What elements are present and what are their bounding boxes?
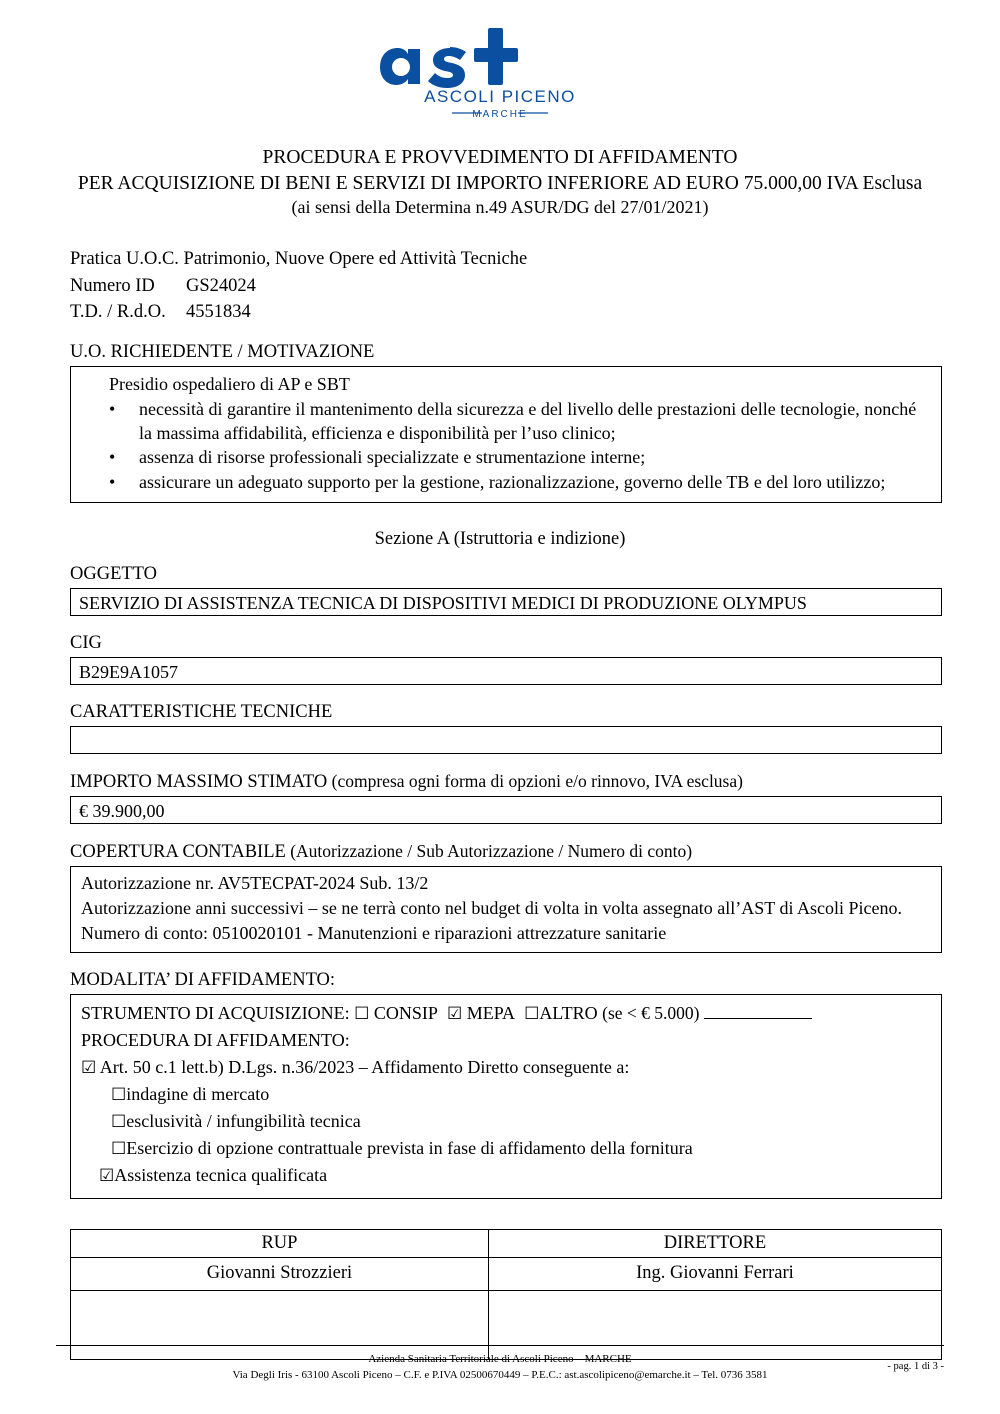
table-row xyxy=(71,1257,942,1290)
cig-value: B29E9A1057 xyxy=(70,657,942,685)
copertura-line-2: Autorizzazione anni successivi – se ne terrà conto nel budget di volta in volta assegnato all’AST di Ascoli Piceno. xyxy=(81,898,902,919)
cig-heading: CIG xyxy=(70,633,102,654)
practice-block xyxy=(56,246,944,325)
copertura-line-1: Autorizzazione nr. AV5TECPAT-2024 Sub. 13/2 xyxy=(81,873,429,894)
list-item: • assicurare un adeguato supporto per la gestione, razionalizzazione, governo delle TB e del loro utilizzo; xyxy=(81,471,931,495)
procedura-sub-row xyxy=(81,1135,931,1162)
ast-logo-icon xyxy=(380,26,620,118)
footer-line-1: Azienda Sanitaria Territoriale di Ascoli Piceno – MARCHE xyxy=(368,1353,632,1366)
footer-divider xyxy=(56,1345,944,1346)
motivazione-first-line: Presidio ospedaliero di AP e SBT xyxy=(109,374,350,395)
checkbox-indagine-mercato[interactable]: ☐ xyxy=(111,1084,127,1104)
title-line-1: PROCEDURA E PROVVEDIMENTO DI AFFIDAMENTO xyxy=(262,147,738,168)
footer-page-number: - pag. 1 di 3 - xyxy=(887,1361,944,1372)
importo-heading-note: (compresa ogni forma di opzioni e/o rinnovo, IVA esclusa) xyxy=(327,771,743,792)
footer-line-2: Via Degli Iris - 63100 Ascoli Piceno – C.F. e P.IVA 02500670449 – P.E.C.: ast.ascolipiceno@emarche.it – Tel. 0736 3581 xyxy=(232,1369,768,1382)
svg-text:ASCOLI PICENO: ASCOLI PICENO xyxy=(424,87,576,106)
page-footer xyxy=(56,1345,944,1384)
logo-block xyxy=(56,0,944,123)
motivazione-heading: U.O. RICHIEDENTE / MOTIVAZIONE xyxy=(70,342,375,363)
motivazione-list xyxy=(81,398,931,496)
signature-name-rup: Giovanni Strozzieri xyxy=(71,1257,489,1290)
signature-header-direttore: DIRETTORE xyxy=(488,1229,941,1257)
procedura-label: PROCEDURA DI AFFIDAMENTO: xyxy=(81,1029,350,1050)
checkbox-art50[interactable]: ☑ xyxy=(81,1057,97,1077)
importo-heading-strong: IMPORTO MASSIMO STIMATO xyxy=(70,772,328,793)
copertura-heading xyxy=(56,841,944,863)
signature-header-rup: RUP xyxy=(71,1229,489,1257)
signature-name-direttore: Ing. Giovanni Ferrari xyxy=(488,1257,941,1290)
practice-td-rdo-value: 4551834 xyxy=(186,302,251,322)
practice-numero-id xyxy=(70,273,944,299)
strumento-option-altro: ALTRO xyxy=(539,1002,598,1023)
practice-pratica: Pratica U.O.C. Patrimonio, Nuove Opere ed Attività Tecniche xyxy=(70,249,528,270)
procedura-sub-row xyxy=(81,1081,931,1108)
practice-td-rdo-label: T.D. / R.d.O. xyxy=(70,302,166,322)
procedura-sub-label: Esercizio di opzione contrattuale prevista in fase di affidamento della fornitura xyxy=(126,1137,693,1158)
checkbox-assistenza-tecnica[interactable]: ☑ xyxy=(99,1165,115,1185)
oggetto-value: SERVIZIO DI ASSISTENZA TECNICA DI DISPOSITIVI MEDICI DI PRODUZIONE OLYMPUS xyxy=(70,588,942,616)
list-item: • assenza di risorse professionali specializzate e strumentazione interne; xyxy=(81,446,931,470)
procedura-sub-label: esclusività / infungibilità tecnica xyxy=(126,1110,361,1131)
copertura-line-3: Numero di conto: 0510020101 - Manutenzioni e riparazioni attrezzature sanitarie xyxy=(81,922,667,943)
strumento-option-consip: CONSIP xyxy=(373,1002,438,1023)
procedura-main-label: Art. 50 c.1 lett.b) D.Lgs. n.36/2023 – Affidamento Diretto conseguente a: xyxy=(99,1056,630,1077)
procedura-sub-label: indagine di mercato xyxy=(126,1083,270,1104)
checkbox-mepa[interactable]: ☑ xyxy=(446,1003,463,1023)
checkbox-altro[interactable]: ☐ xyxy=(524,1003,540,1023)
svg-text:MARCHE: MARCHE xyxy=(472,109,528,118)
table-row xyxy=(71,1229,942,1257)
caratteristiche-value xyxy=(70,726,942,754)
copertura-heading-note: (Autorizzazione / Sub Autorizzazione / Numero di conto) xyxy=(285,841,693,862)
strumento-label: STRUMENTO DI ACQUISIZIONE: xyxy=(81,1002,350,1023)
procedura-sub-row xyxy=(81,1108,931,1135)
checkbox-consip[interactable]: ☐ xyxy=(354,1003,370,1023)
copertura-box xyxy=(70,866,942,952)
checkbox-esercizio-opzione[interactable]: ☐ xyxy=(111,1138,127,1158)
importo-value: € 39.900,00 xyxy=(70,796,942,824)
caratteristiche-heading: CARATTERISTICHE TECNICHE xyxy=(70,702,333,723)
strumento-altro-input[interactable] xyxy=(704,1004,812,1019)
oggetto-heading: OGGETTO xyxy=(70,564,158,585)
strumento-option-mepa: MEPA xyxy=(466,1002,516,1023)
procedura-sub-row xyxy=(81,1162,931,1189)
practice-td-rdo xyxy=(70,299,944,325)
checkbox-esclusivita[interactable]: ☐ xyxy=(111,1111,127,1131)
practice-numero-id-value: GS24024 xyxy=(186,275,256,296)
practice-numero-id-label: Numero ID xyxy=(70,275,155,296)
strumento-row xyxy=(81,1000,931,1027)
page-title xyxy=(56,145,944,196)
copertura-heading-strong: COPERTURA CONTABILE xyxy=(70,842,286,863)
modalita-box xyxy=(70,994,942,1199)
title-line-3: (ai sensi della Determina n.49 ASUR/DG del 27/01/2021) xyxy=(291,197,709,218)
modalita-heading: MODALITA’ DI AFFIDAMENTO: xyxy=(70,969,336,990)
sezione-a-heading: Sezione A (Istruttoria e indizione) xyxy=(374,529,626,550)
signature-table xyxy=(70,1229,942,1360)
strumento-note: (se < € 5.000) xyxy=(602,1002,700,1023)
procedura-main-row xyxy=(81,1054,931,1081)
procedura-sub-label: Assistenza tecnica qualificata xyxy=(114,1164,328,1185)
title-line-2: PER ACQUISIZIONE DI BENI E SERVIZI DI IMPORTO INFERIORE AD EURO 75.000,00 IVA Esclusa xyxy=(77,172,923,194)
importo-heading xyxy=(56,771,944,793)
motivazione-box xyxy=(70,366,942,503)
list-item: • necessità di garantire il mantenimento della sicurezza e del livello delle prestazioni delle tecnologie, nonché la massima affidabilità, efficienza e disponibilità per l’uso clinico; xyxy=(81,398,931,446)
